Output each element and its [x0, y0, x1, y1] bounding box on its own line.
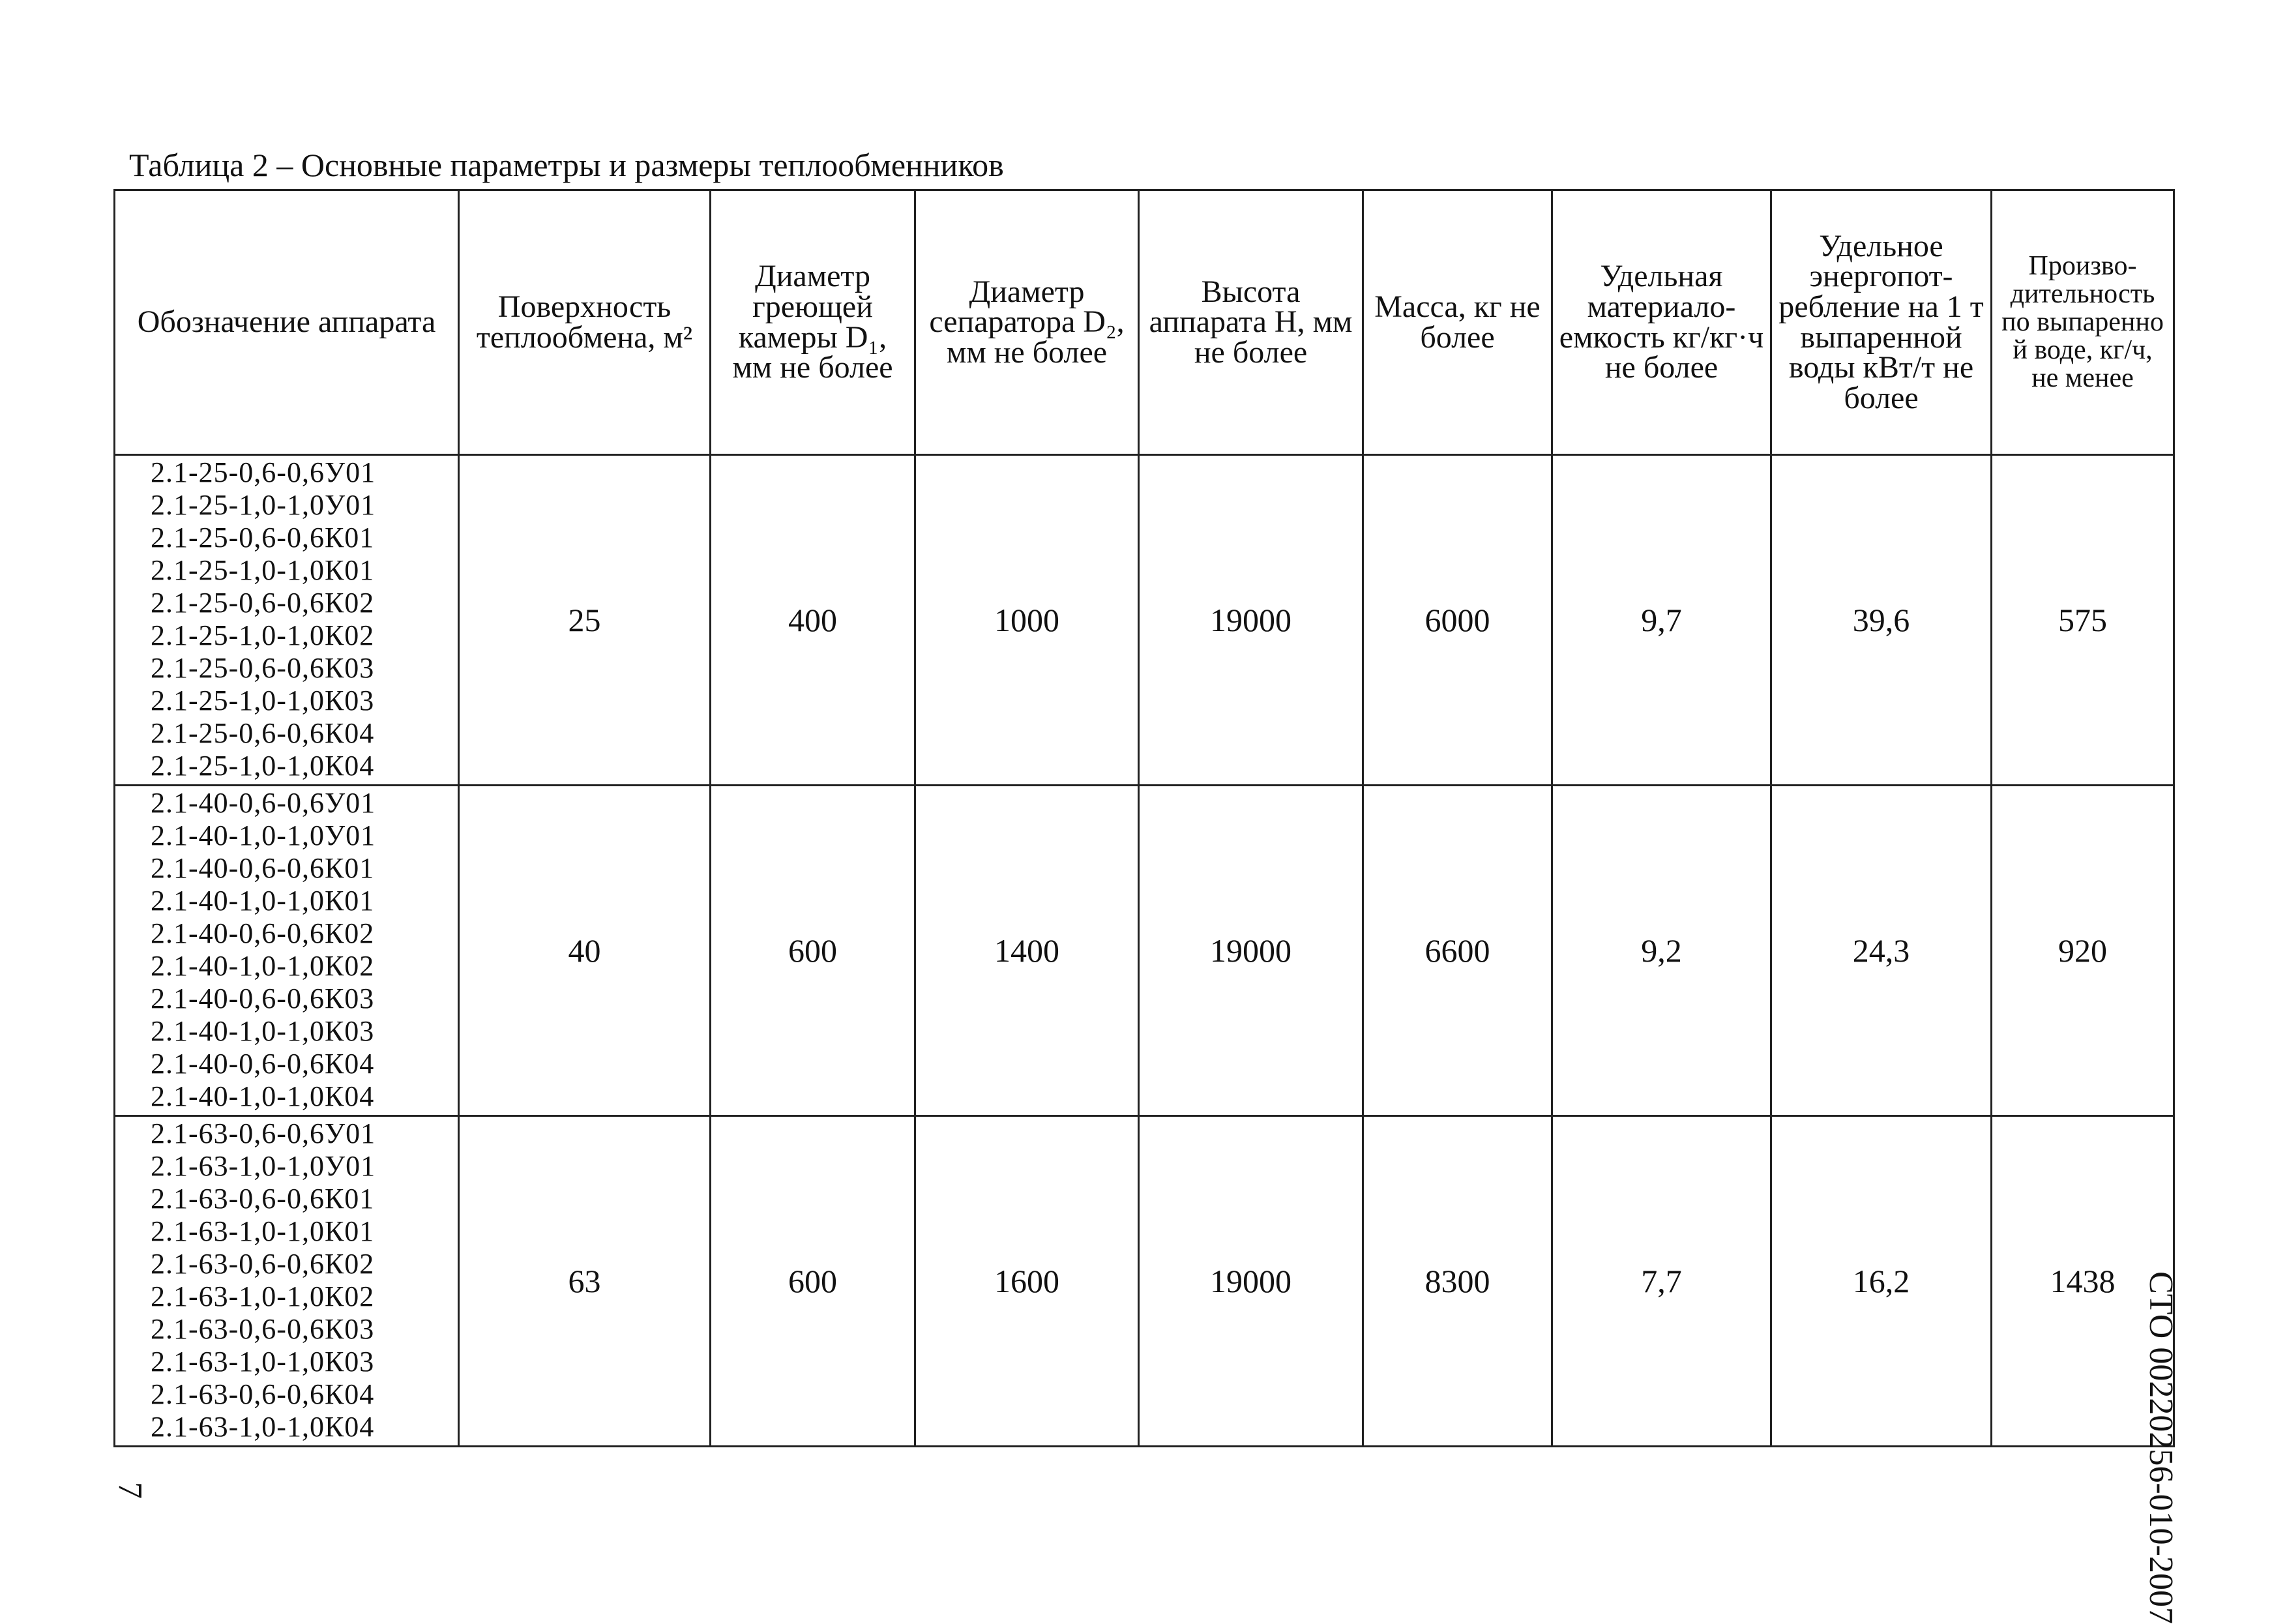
table-caption: Таблица 2 – Основные параметры и размеры теплообменников — [129, 147, 1004, 183]
material-intensity-cell: 9,2 — [1552, 786, 1771, 1116]
designation-list — [115, 455, 459, 786]
table-row — [115, 786, 2174, 1116]
designation-item: 2.1-25-1,0-1,0К01 — [151, 554, 375, 586]
productivity-cell: 920 — [1992, 786, 2174, 1116]
height-cell: 19000 — [1139, 455, 1363, 786]
header-energy-consumption: Удельное энергопот-ребление на 1 т выпаренной воды кВт/т не более — [1771, 190, 1992, 455]
material-intensity-cell: 9,7 — [1552, 455, 1771, 786]
designation-item: 2.1-40-0,6-0,6К04 — [151, 1048, 375, 1080]
energy-consumption-cell: 39,6 — [1771, 455, 1992, 786]
header-height: Высота аппарата H, мм не более — [1139, 190, 1363, 455]
heating-chamber-diameter-cell: 400 — [711, 455, 915, 786]
designation-item: 2.1-25-1,0-1,0К02 — [151, 619, 375, 651]
header-row — [115, 190, 2174, 455]
header-designation: Обозначение аппарата — [115, 190, 459, 455]
designation-item: 2.1-40-0,6-0,6К02 — [151, 917, 375, 949]
designation-item: 2.1-25-0,6-0,6К03 — [151, 652, 375, 684]
designation-item: 2.1-63-1,0-1,0К02 — [151, 1280, 375, 1312]
designation-item: 2.1-63-1,0-1,0К01 — [151, 1215, 375, 1247]
designation-item: 2.1-40-1,0-1,0У01 — [151, 819, 376, 851]
energy-consumption-cell: 24,3 — [1771, 786, 1992, 1116]
designation-item: 2.1-63-1,0-1,0У01 — [151, 1150, 376, 1182]
designation-item: 2.1-25-0,6-0,6К04 — [151, 717, 375, 749]
table-row — [115, 455, 2174, 786]
page-number: 7 — [111, 1482, 149, 1499]
table-row — [115, 1116, 2174, 1447]
designation-list — [115, 786, 459, 1116]
productivity-cell: 1438 — [1992, 1116, 2174, 1447]
header-surface: Поверхность теплообмена, м² — [459, 190, 711, 455]
designation-item: 2.1-40-1,0-1,0К01 — [151, 885, 375, 917]
height-cell: 19000 — [1139, 786, 1363, 1116]
designation-item: 2.1-40-1,0-1,0К02 — [151, 950, 375, 982]
designation-item: 2.1-40-1,0-1,0К03 — [151, 1015, 375, 1047]
header-mass: Масса, кг не более — [1363, 190, 1552, 455]
designation-item: 2.1-25-0,6-0,6У01 — [151, 456, 376, 488]
designation-item: 2.1-25-1,0-1,0К03 — [151, 685, 375, 716]
designation-item: 2.1-63-1,0-1,0К04 — [151, 1411, 375, 1443]
designation-item: 2.1-63-0,6-0,6К03 — [151, 1313, 375, 1345]
designation-item: 2.1-63-0,6-0,6К04 — [151, 1378, 375, 1410]
designation-item: 2.1-63-1,0-1,0К03 — [151, 1346, 375, 1378]
mass-cell: 6600 — [1363, 786, 1552, 1116]
designation-item: 2.1-40-0,6-0,6К01 — [151, 852, 375, 884]
separator-diameter-cell: 1000 — [915, 455, 1139, 786]
designation-item: 2.1-25-0,6-0,6К01 — [151, 522, 375, 554]
separator-diameter-cell: 1600 — [915, 1116, 1139, 1447]
designation-item: 2.1-25-1,0-1,0К04 — [151, 750, 375, 782]
designation-item: 2.1-40-1,0-1,0К04 — [151, 1080, 375, 1112]
surface-cell: 63 — [459, 1116, 711, 1447]
material-intensity-cell: 7,7 — [1552, 1116, 1771, 1447]
parameters-table — [113, 189, 2175, 1447]
header-heating-chamber-diameter: Диаметр греющей камеры D₁, мм не более — [711, 190, 915, 455]
energy-consumption-cell: 16,2 — [1771, 1116, 1992, 1447]
designation-item: 2.1-25-0,6-0,6К02 — [151, 587, 375, 619]
designation-item: 2.1-40-0,6-0,6К03 — [151, 982, 375, 1014]
header-material-intensity: Удельная материало-емкость кг/кг·ч не более — [1552, 190, 1771, 455]
designation-list — [115, 1116, 459, 1447]
designation-item: 2.1-63-0,6-0,6У01 — [151, 1117, 376, 1149]
height-cell: 19000 — [1139, 1116, 1363, 1447]
heating-chamber-diameter-cell: 600 — [711, 1116, 915, 1447]
separator-diameter-cell: 1400 — [915, 786, 1139, 1116]
designation-item: 2.1-40-0,6-0,6У01 — [151, 787, 376, 819]
surface-cell: 25 — [459, 455, 711, 786]
heating-chamber-diameter-cell: 600 — [711, 786, 915, 1116]
document-code: СТО 00220256-010-2007 — [2142, 1271, 2179, 1624]
productivity-cell: 575 — [1992, 455, 2174, 786]
designation-item: 2.1-63-0,6-0,6К02 — [151, 1248, 375, 1280]
designation-item: 2.1-25-1,0-1,0У01 — [151, 489, 376, 521]
header-productivity: Произво-дительность по выпаренно й воде, кг/ч, не менее — [1992, 190, 2174, 455]
mass-cell: 6000 — [1363, 455, 1552, 786]
designation-item: 2.1-63-0,6-0,6К01 — [151, 1183, 375, 1215]
mass-cell: 8300 — [1363, 1116, 1552, 1447]
header-separator-diameter: Диаметр сепаратора D₂, мм не более — [915, 190, 1139, 455]
surface-cell: 40 — [459, 786, 711, 1116]
